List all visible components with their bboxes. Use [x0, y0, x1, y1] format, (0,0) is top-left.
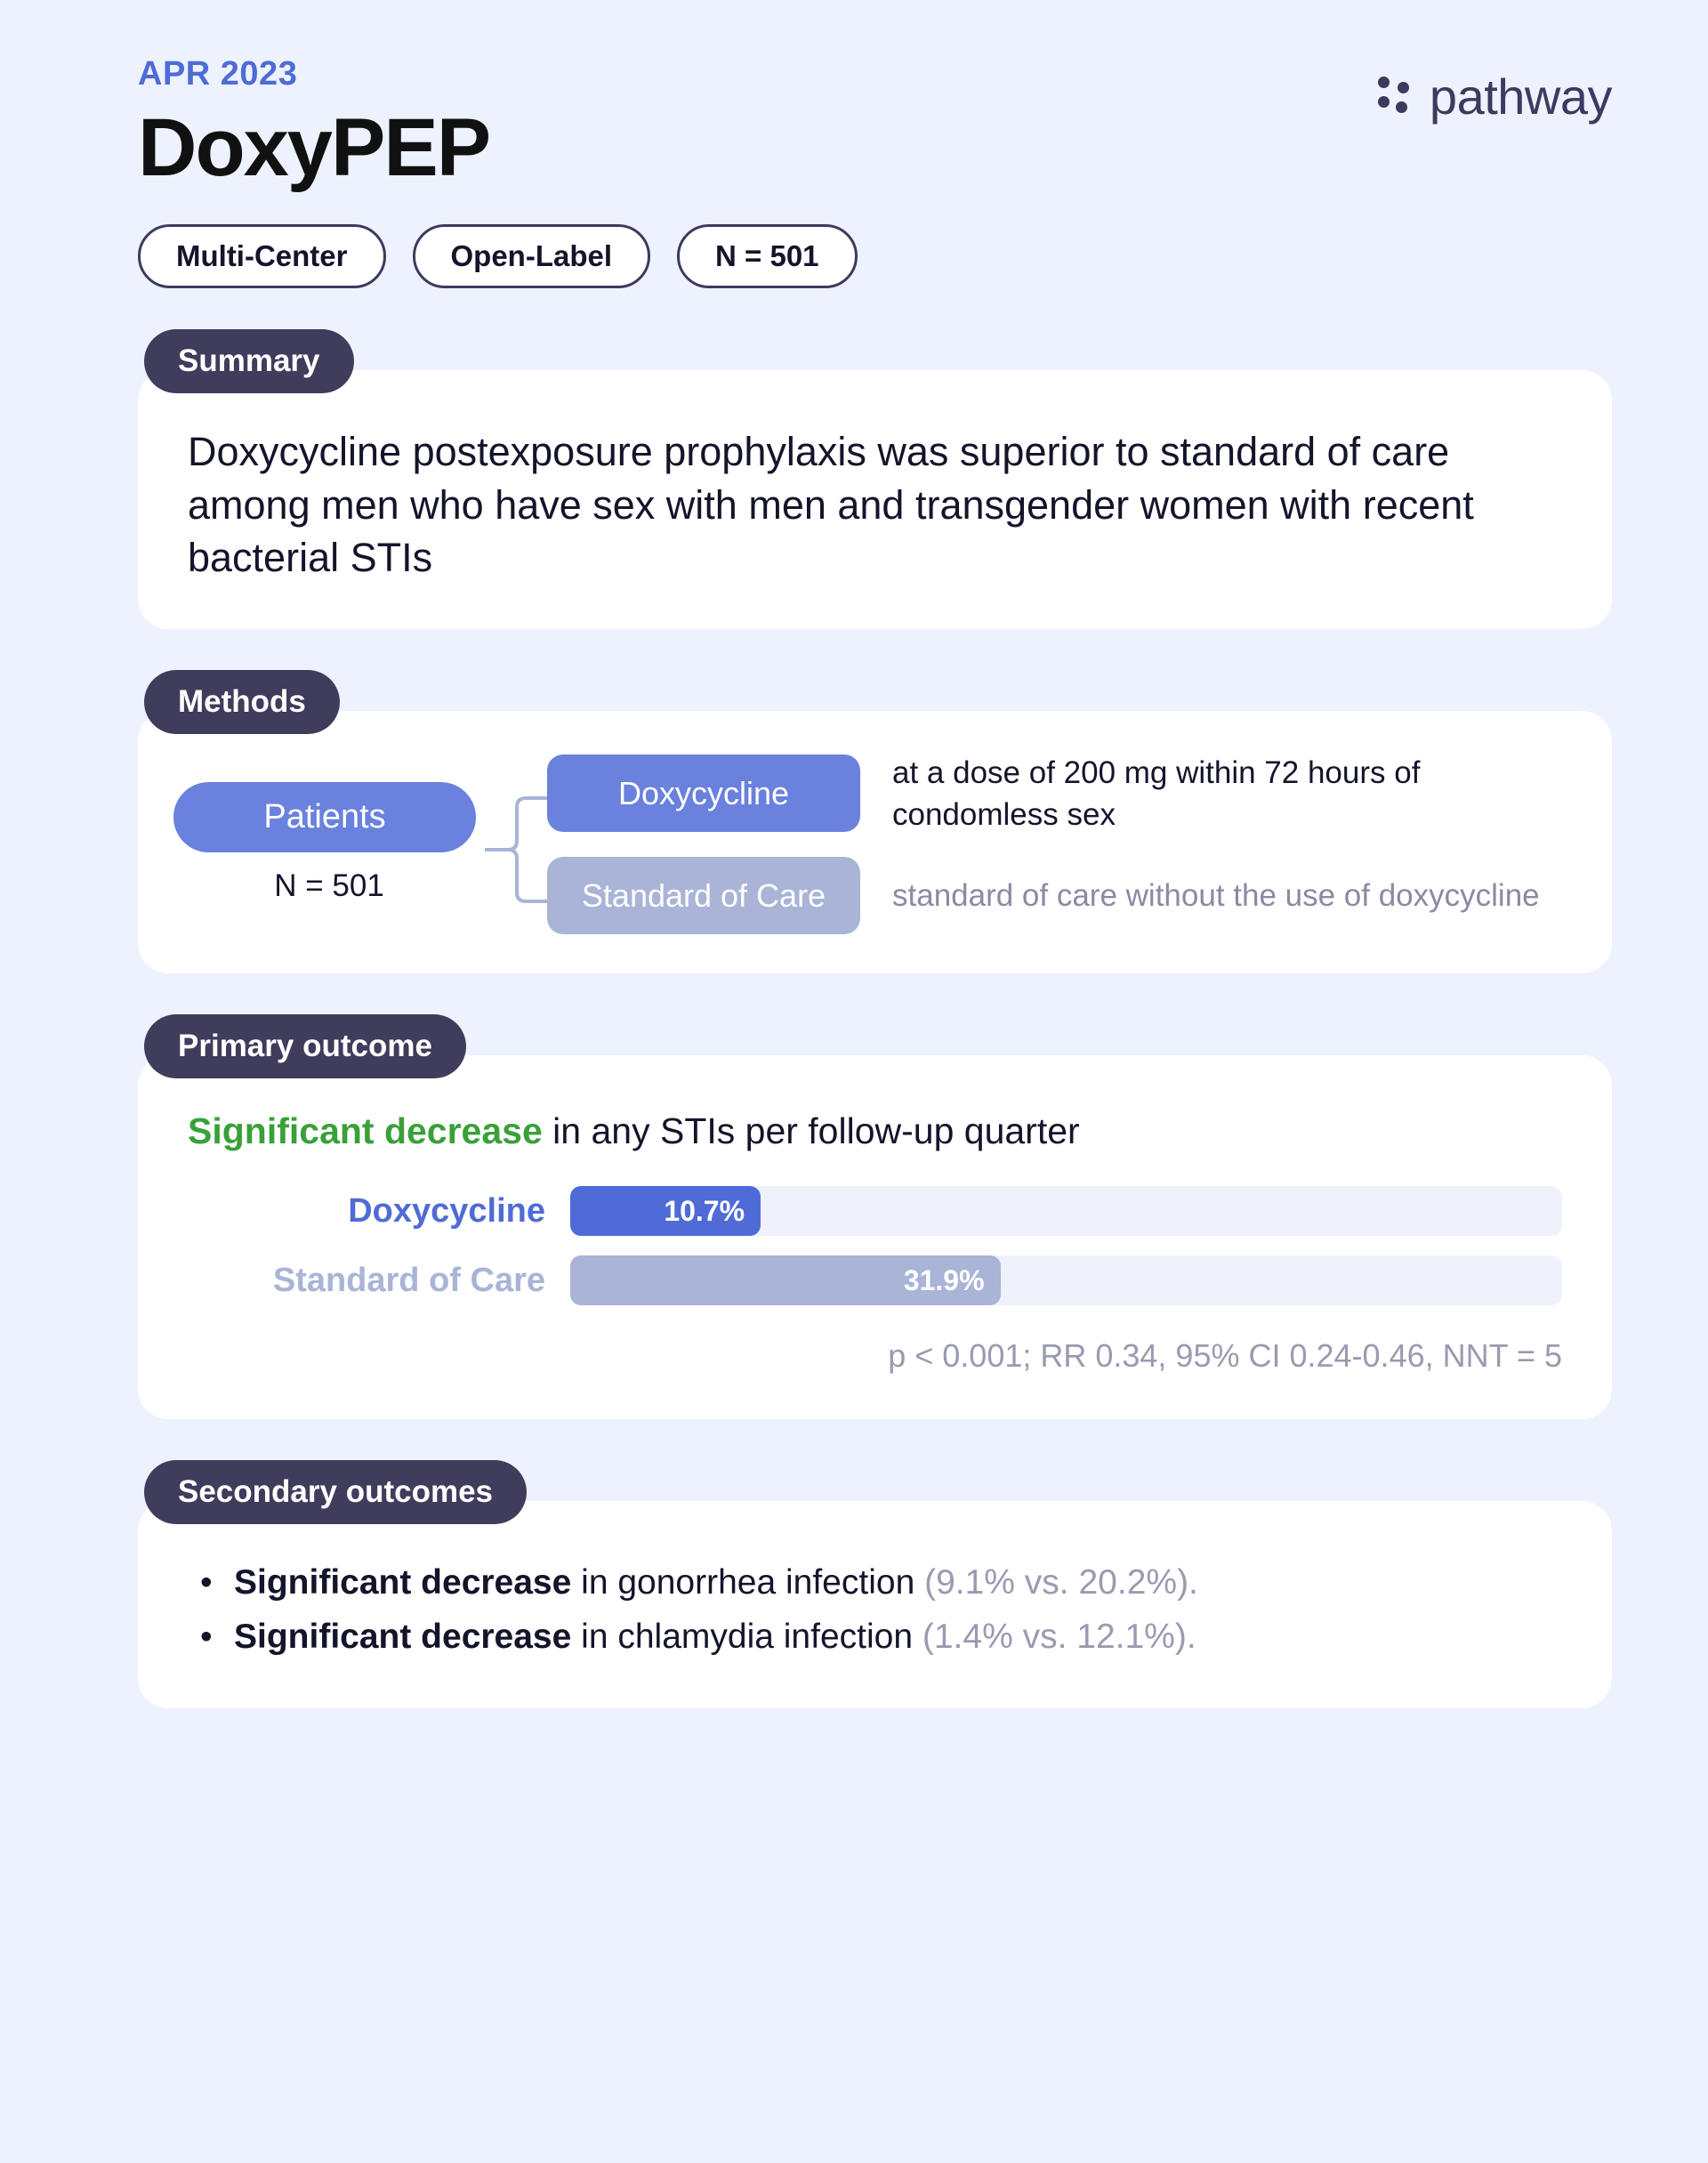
patients-node [173, 782, 485, 904]
brand-name: pathway [1429, 69, 1612, 125]
summary-tag: Summary [144, 329, 354, 393]
bar-fill-doxycycline: 10.7% [570, 1186, 761, 1236]
study-tags [138, 224, 1612, 288]
methods-section [138, 670, 1612, 974]
patients-label: Patients [173, 782, 476, 852]
list-item [188, 1610, 1562, 1664]
page-title: DoxyPEP [138, 102, 490, 193]
pathway-dots-logo-icon [1376, 75, 1414, 119]
arm-standard-of-care [547, 857, 1562, 934]
arm-standard-of-care-label: Standard of Care [547, 857, 860, 934]
bar-row-standard-of-care [188, 1255, 1562, 1305]
branch-connector-icon [485, 752, 547, 935]
bar-track-doxycycline [570, 1186, 1562, 1236]
treatment-arms [547, 752, 1562, 935]
patients-count: N = 501 [274, 868, 384, 903]
bar-track-standard-of-care [570, 1255, 1562, 1305]
list-item [188, 1556, 1562, 1610]
primary-outcome-headline-rest: in any STIs per follow-up quarter [542, 1110, 1080, 1152]
tag-multi-center: Multi-Center [138, 224, 386, 288]
methods-diagram [173, 752, 1562, 935]
bar-row-doxycycline [188, 1186, 1562, 1236]
secondary-item-0-text: in gonorrhea infection [571, 1563, 925, 1602]
brand-logo [1376, 68, 1612, 125]
bar-fill-standard-of-care: 31.9% [570, 1255, 1001, 1305]
header-left [138, 55, 489, 192]
secondary-item-1-bold: Significant decrease [234, 1617, 572, 1656]
methods-tag: Methods [144, 670, 340, 734]
arm-standard-of-care-description: standard of care without the use of doxycycline [892, 878, 1540, 913]
tag-open-label: Open-Label [413, 224, 651, 288]
secondary-outcomes-list [188, 1556, 1562, 1664]
header [138, 55, 1612, 192]
primary-outcome-tag: Primary outcome [144, 1014, 466, 1078]
arm-doxycycline-description: at a dose of 200 mg within 72 hours of condomless sex [892, 755, 1421, 832]
secondary-outcomes-card [138, 1501, 1612, 1708]
secondary-item-0-bold: Significant decrease [234, 1563, 572, 1602]
summary-text: Doxycycline postexposure prophylaxis was superior to standard of care among men who have sex with men and transgender women with recent bacterial STIs [188, 429, 1474, 581]
primary-outcome-section [138, 1014, 1612, 1419]
bar-label-doxycycline: Doxycycline [348, 1191, 545, 1230]
primary-outcome-highlight: Significant decrease [188, 1110, 543, 1152]
secondary-item-1-values: (1.4% vs. 12.1%). [922, 1617, 1196, 1656]
arm-doxycycline-label: Doxycycline [547, 755, 860, 832]
secondary-outcomes-tag: Secondary outcomes [144, 1460, 527, 1524]
tag-sample-size: N = 501 [677, 224, 858, 288]
primary-outcome-stats: p < 0.001; RR 0.34, 95% CI 0.24-0.46, NNT = 5 [888, 1337, 1562, 1375]
primary-outcome-headline [188, 1110, 1562, 1152]
publication-date: APR 2023 [138, 55, 298, 93]
secondary-item-0-values: (9.1% vs. 20.2%). [924, 1563, 1198, 1602]
summary-card [138, 370, 1612, 628]
secondary-outcomes-section [138, 1460, 1612, 1708]
bar-label-standard-of-care: Standard of Care [272, 1261, 545, 1299]
secondary-item-1-text: in chlamydia infection [571, 1617, 922, 1656]
methods-card [138, 711, 1612, 974]
summary-section [138, 329, 1612, 628]
arm-doxycycline [547, 752, 1562, 836]
primary-outcome-card [138, 1055, 1612, 1419]
